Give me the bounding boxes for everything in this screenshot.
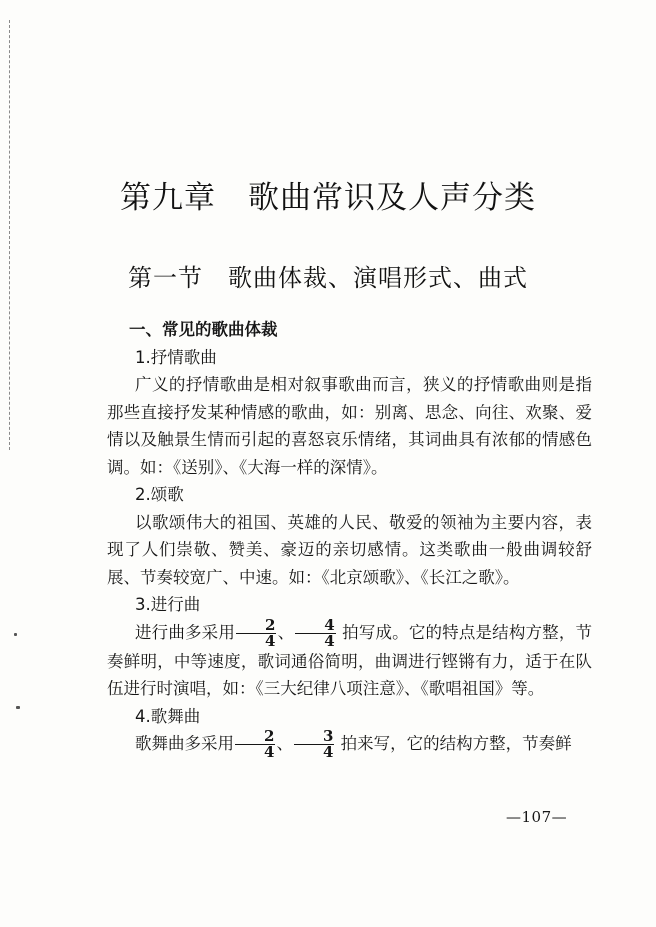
paragraph-text: 拍写成。它的特点是结构方整，节奏鲜明，中等速度，歌词通俗简明，曲调进行铿锵有力，适于在队伍进行时演唱，如：《三大纪律八项注意》、《歌唱祖国》等。 bbox=[107, 622, 593, 698]
paragraph-text: 歌舞曲多采用 bbox=[135, 734, 234, 753]
page-number: —107— bbox=[506, 808, 568, 826]
separator: 、 bbox=[277, 622, 295, 642]
subheading: 一、常见的歌曲体裁 bbox=[129, 320, 278, 339]
time-signature-fraction bbox=[294, 727, 334, 761]
scan-edge-line bbox=[9, 20, 10, 450]
time-signature-fraction bbox=[235, 727, 275, 761]
time-signature-fraction bbox=[295, 615, 335, 650]
paragraph: 以歌颂伟大的祖国、英雄的人民、敬爱的领袖为主要内容，表现了人们崇敬、赞美、豪迈的亲切感情。这类歌曲一般曲调较舒展、节奏较宽广、中速。如：《北京颂歌》、《长江之歌》。 bbox=[107, 512, 592, 587]
paragraph-text: 进行曲多采用 bbox=[135, 622, 236, 642]
fraction-denominator: 4 bbox=[265, 631, 276, 650]
fraction-numerator: 4 bbox=[295, 619, 335, 634]
separator: 、 bbox=[276, 734, 293, 753]
chapter-title: 第九章 歌曲常识及人声分类 bbox=[120, 180, 536, 216]
paragraph-text: 拍来写，它的结构方整，节奏鲜 bbox=[335, 734, 572, 753]
section-title: 第一节 歌曲体裁、演唱形式、曲式 bbox=[128, 264, 528, 292]
fraction-denominator: 4 bbox=[264, 743, 275, 761]
time-signature-fraction bbox=[236, 615, 276, 650]
paragraph bbox=[107, 727, 592, 761]
fraction-numerator: 2 bbox=[236, 619, 276, 634]
item-title: 2.颂歌 bbox=[135, 485, 184, 504]
body-text bbox=[107, 316, 592, 759]
item-title: 1.抒情歌曲 bbox=[135, 347, 217, 367]
fraction-numerator: 3 bbox=[294, 730, 334, 745]
scan-speck bbox=[14, 633, 17, 636]
item-title: 4.歌舞曲 bbox=[135, 706, 201, 726]
item-title: 3.进行曲 bbox=[135, 595, 201, 614]
scan-speck bbox=[16, 706, 20, 709]
fraction-numerator: 2 bbox=[235, 730, 275, 745]
paragraph: 广义的抒情歌曲是相对叙事歌曲而言，狭义的抒情歌曲则是指那些直接抒发某种情感的歌曲，如：别离、思念、向往、欢聚、爱情以及触景生情而引起的喜怒哀乐情绪，其词曲具有浓郁的情感色调。如：《送别》、《大海一样的深情》。 bbox=[107, 375, 592, 477]
paragraph bbox=[107, 615, 593, 703]
fraction-denominator: 4 bbox=[322, 743, 334, 761]
fraction-denominator: 4 bbox=[324, 631, 335, 650]
